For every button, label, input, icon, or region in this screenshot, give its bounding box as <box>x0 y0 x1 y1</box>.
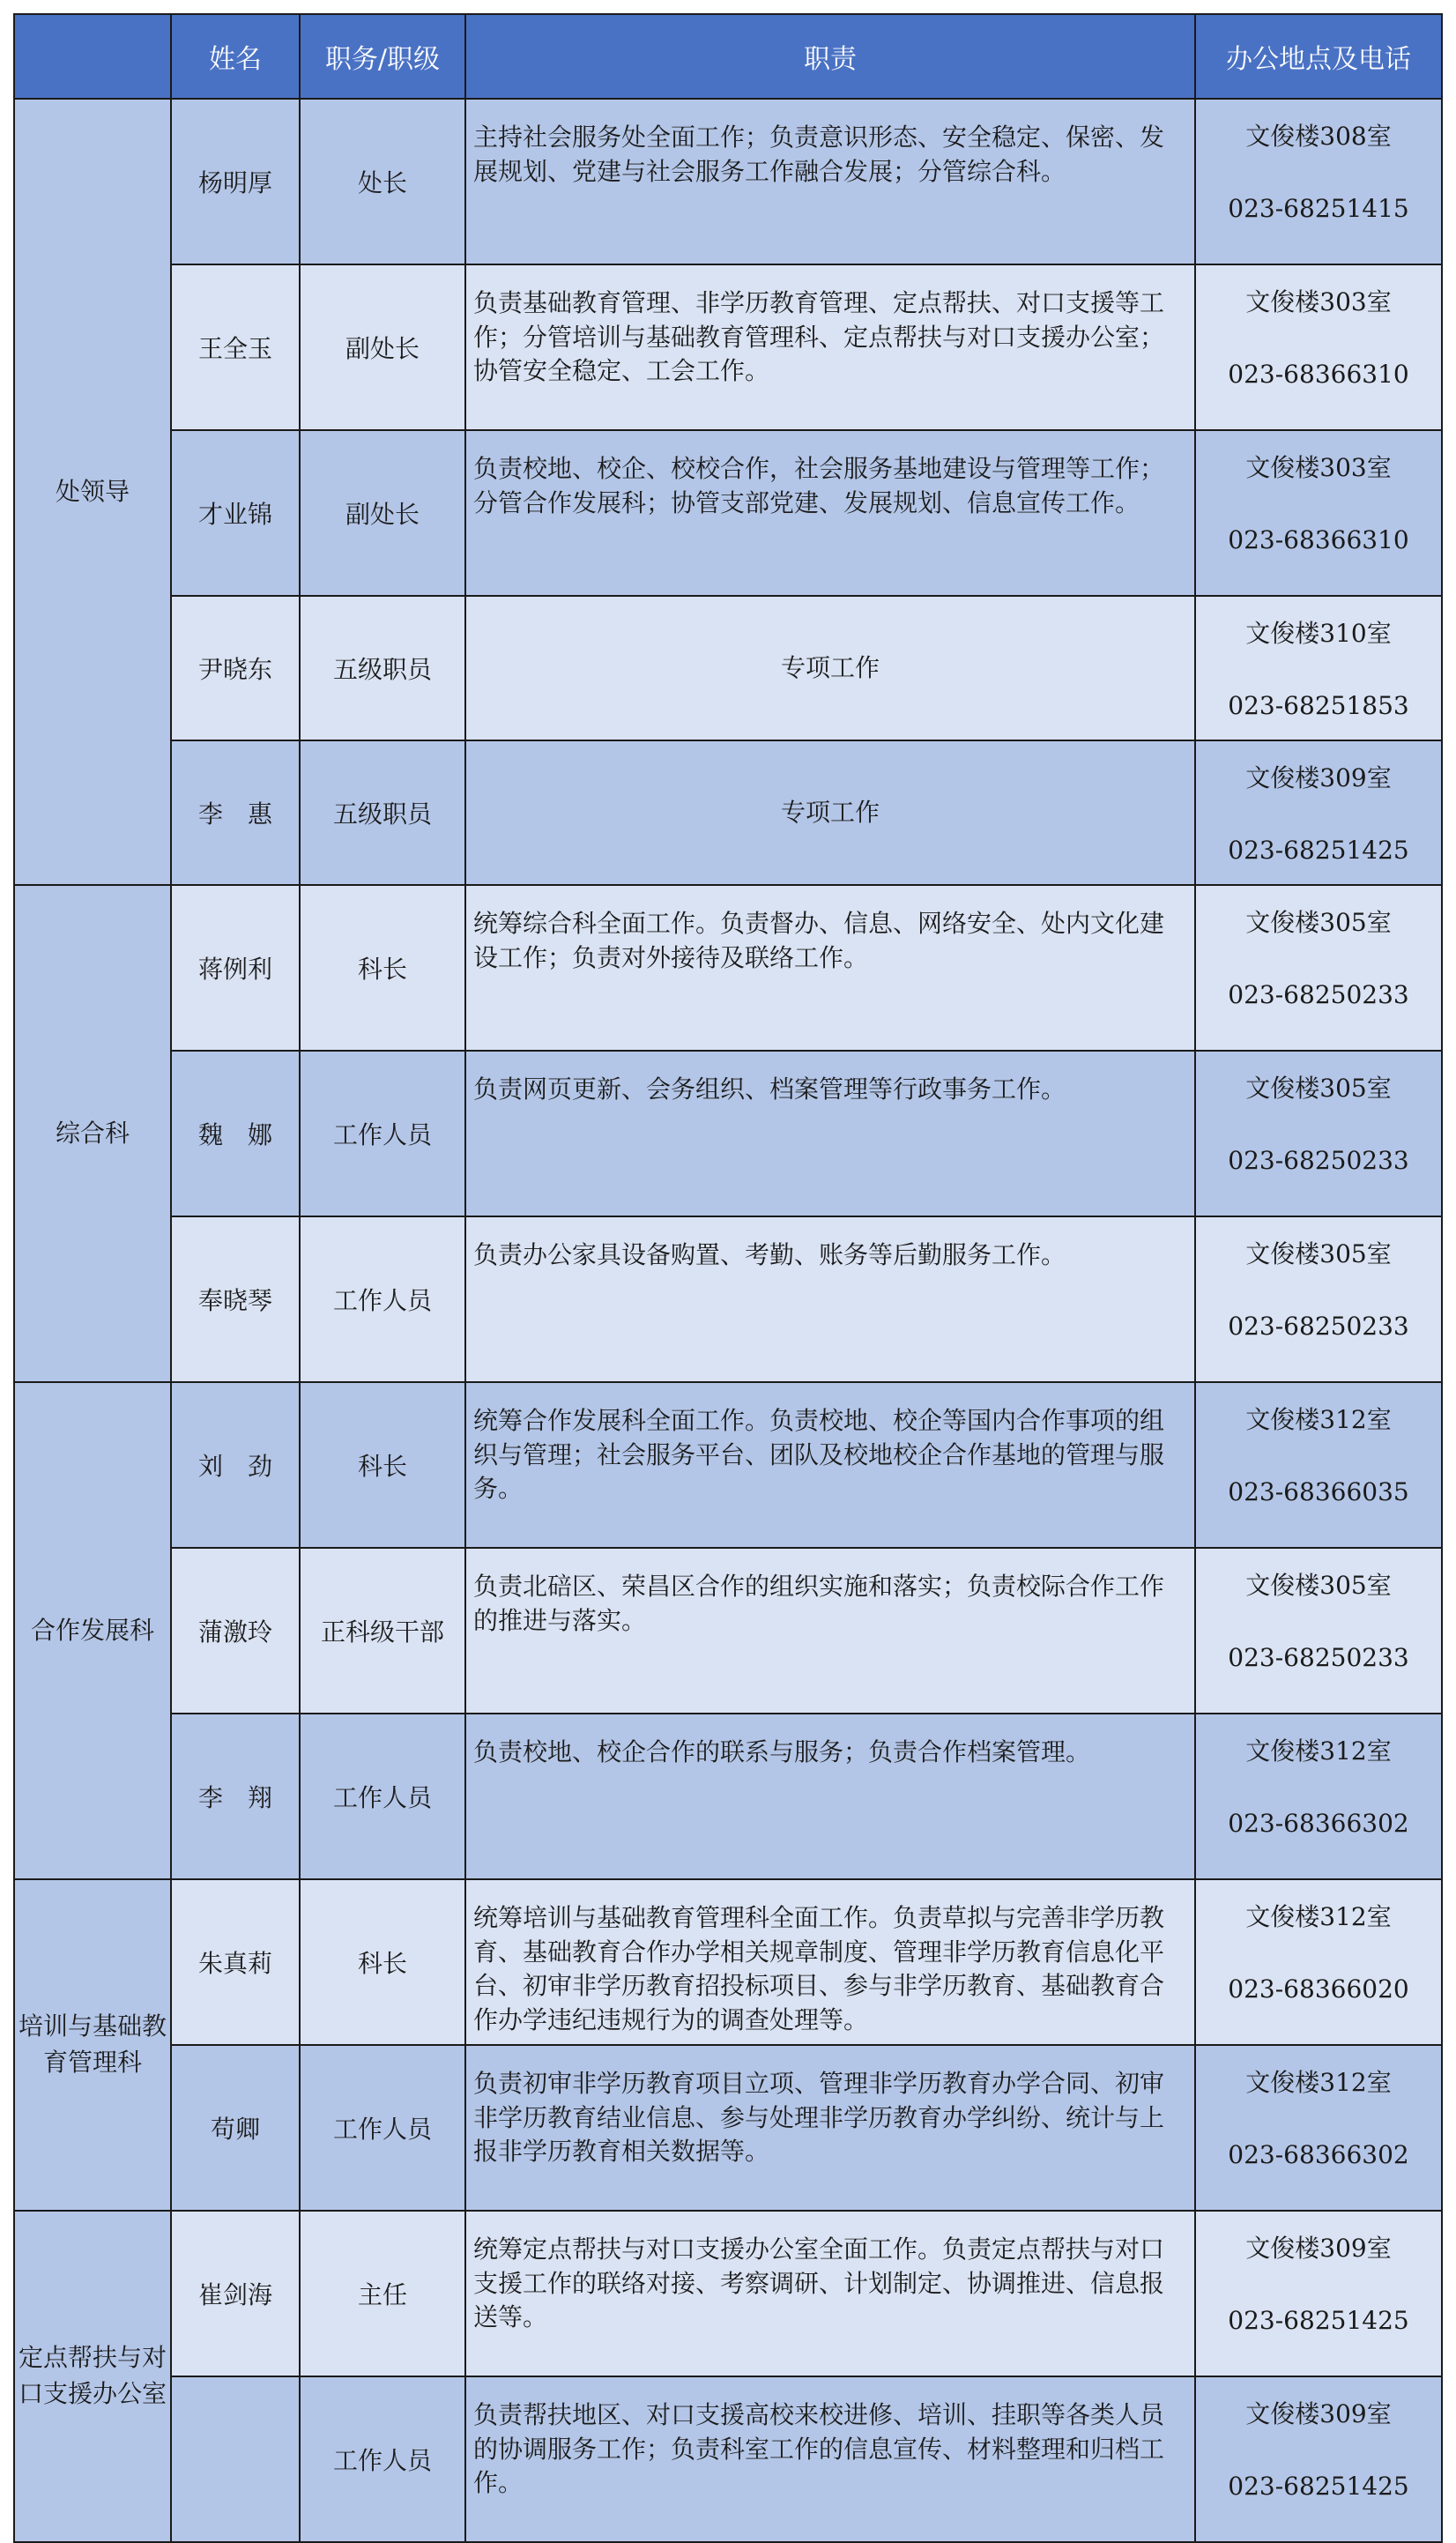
position-cell: 副处长 <box>300 430 465 596</box>
position-cell: 主任 <box>300 2211 465 2376</box>
office-phone: 023-68250233 <box>1228 1312 1409 1341</box>
office-cell <box>1195 1714 1442 1879</box>
table-row <box>14 885 1442 1051</box>
name-cell: 杨明厚 <box>171 99 300 264</box>
duties-cell: 统筹综合科全面工作。负责督办、信息、网络安全、处内文化建设工作；负责对外接待及联络工作。 <box>465 885 1195 1051</box>
table-row <box>14 1382 1442 1548</box>
office-room: 文俊楼305室 <box>1245 1239 1392 1268</box>
office-room: 文俊楼310室 <box>1245 619 1392 648</box>
position-cell: 五级职员 <box>300 740 465 885</box>
name-cell: 崔剑海 <box>171 2211 300 2376</box>
duties-cell: 负责校地、校企合作的联系与服务；负责合作档案管理。 <box>465 1714 1195 1879</box>
position-cell: 工作人员 <box>300 1216 465 1382</box>
office-phone: 023-68366020 <box>1228 1974 1409 2004</box>
duties-cell: 负责北碚区、荣昌区合作的组织实施和落实；负责校际合作工作的推进与落实。 <box>465 1548 1195 1714</box>
name-cell: 刘 劲 <box>171 1382 300 1548</box>
duties-cell: 负责校地、校企、校校合作，社会服务基地建设与管理等工作；分管合作发展科；协管支部党建、发展规划、信息宣传工作。 <box>465 430 1195 596</box>
position-cell: 工作人员 <box>300 2376 465 2542</box>
position-cell: 科长 <box>300 1879 465 2045</box>
position-cell: 科长 <box>300 885 465 1051</box>
office-phone: 023-68366310 <box>1228 525 1409 554</box>
name-cell: 尹晓东 <box>171 596 300 740</box>
table-row <box>14 2211 1442 2376</box>
office-cell <box>1195 99 1442 264</box>
office-cell <box>1195 1548 1442 1714</box>
position-cell: 工作人员 <box>300 1714 465 1879</box>
office-phone: 023-68366310 <box>1228 360 1409 389</box>
office-room: 文俊楼309室 <box>1245 763 1392 792</box>
office-room: 文俊楼312室 <box>1245 1902 1392 1931</box>
office-phone: 023-68251415 <box>1228 194 1409 223</box>
name-cell: 王全玉 <box>171 264 300 430</box>
name-cell <box>171 2376 300 2542</box>
name-cell: 朱真莉 <box>171 1879 300 2045</box>
office-room: 文俊楼305室 <box>1245 1571 1392 1600</box>
office-room: 文俊楼308室 <box>1245 122 1392 151</box>
office-cell <box>1195 596 1442 740</box>
office-phone: 023-68366302 <box>1228 1809 1409 1838</box>
department-cell: 综合科 <box>14 885 171 1382</box>
duties-cell: 专项工作 <box>465 596 1195 740</box>
duties-cell: 统筹培训与基础教育管理科全面工作。负责草拟与完善非学历教育、基础教育合作办学相关规章制度、管理非学历教育信息化平台、初审非学历教育招投标项目、参与非学历教育、基础教育合作办学违纪违规行为的调查处理等。 <box>465 1879 1195 2045</box>
office-phone: 023-68251425 <box>1228 836 1409 865</box>
table-row <box>14 2376 1442 2542</box>
table-row <box>14 596 1442 740</box>
position-cell: 工作人员 <box>300 1051 465 1216</box>
office-cell <box>1195 2211 1442 2376</box>
name-cell: 奉晓琴 <box>171 1216 300 1382</box>
header-office: 办公地点及电话 <box>1195 14 1442 99</box>
staff-directory-table <box>13 13 1443 2543</box>
office-phone: 023-68251853 <box>1228 691 1409 720</box>
position-cell: 正科级干部 <box>300 1548 465 1714</box>
office-room: 文俊楼305室 <box>1245 1074 1392 1103</box>
office-phone: 023-68251425 <box>1228 2306 1409 2335</box>
name-cell: 李 翔 <box>171 1714 300 1879</box>
header-duties: 职责 <box>465 14 1195 99</box>
duties-cell: 统筹定点帮扶与对口支援办公室全面工作。负责定点帮扶与对口支援工作的联络对接、考察调研、计划制定、协调推进、信息报送等。 <box>465 2211 1195 2376</box>
duties-cell: 负责初审非学历教育项目立项、管理非学历教育办学合同、初审非学历教育结业信息、参与处理非学历教育办学纠纷、统计与上报非学历教育相关数据等。 <box>465 2045 1195 2211</box>
table-body <box>14 99 1442 2542</box>
office-cell <box>1195 1051 1442 1216</box>
header-name: 姓名 <box>171 14 300 99</box>
table-row <box>14 430 1442 596</box>
office-phone: 023-68366302 <box>1228 2140 1409 2169</box>
office-cell <box>1195 2045 1442 2211</box>
office-room: 文俊楼312室 <box>1245 2068 1392 2097</box>
position-cell: 五级职员 <box>300 596 465 740</box>
office-phone: 023-68366035 <box>1228 1477 1409 1506</box>
name-cell: 魏 娜 <box>171 1051 300 1216</box>
duties-cell: 负责基础教育管理、非学历教育管理、定点帮扶、对口支援等工作；分管培训与基础教育管理科、定点帮扶与对口支援办公室；协管安全稳定、工会工作。 <box>465 264 1195 430</box>
office-room: 文俊楼305室 <box>1245 908 1392 937</box>
office-room: 文俊楼303室 <box>1245 287 1392 316</box>
table-row <box>14 1216 1442 1382</box>
duties-cell: 专项工作 <box>465 740 1195 885</box>
office-room: 文俊楼309室 <box>1245 2399 1392 2428</box>
position-cell: 科长 <box>300 1382 465 1548</box>
header-row <box>14 14 1442 99</box>
name-cell: 蒲激玲 <box>171 1548 300 1714</box>
office-phone: 023-68250233 <box>1228 980 1409 1009</box>
table-row <box>14 740 1442 885</box>
office-phone: 023-68251425 <box>1228 2472 1409 2501</box>
office-cell <box>1195 885 1442 1051</box>
department-cell: 处领导 <box>14 99 171 885</box>
office-cell <box>1195 1879 1442 2045</box>
name-cell: 李 惠 <box>171 740 300 885</box>
name-cell: 才业锦 <box>171 430 300 596</box>
office-cell <box>1195 430 1442 596</box>
office-cell <box>1195 740 1442 885</box>
position-cell: 处长 <box>300 99 465 264</box>
department-cell: 合作发展科 <box>14 1382 171 1879</box>
office-phone: 023-68250233 <box>1228 1146 1409 1175</box>
table-row <box>14 1714 1442 1879</box>
duties-cell: 主持社会服务处全面工作；负责意识形态、安全稳定、保密、发展规划、党建与社会服务工作融合发展；分管综合科。 <box>465 99 1195 264</box>
duties-cell: 负责网页更新、会务组织、档案管理等行政事务工作。 <box>465 1051 1195 1216</box>
position-cell: 副处长 <box>300 264 465 430</box>
table-row <box>14 1879 1442 2045</box>
header-position: 职务/职级 <box>300 14 465 99</box>
table-row <box>14 2045 1442 2211</box>
duties-cell: 负责办公家具设备购置、考勤、账务等后勤服务工作。 <box>465 1216 1195 1382</box>
office-phone: 023-68250233 <box>1228 1643 1409 1672</box>
office-room: 文俊楼312室 <box>1245 1736 1392 1766</box>
office-room: 文俊楼312室 <box>1245 1405 1392 1434</box>
table-row <box>14 1548 1442 1714</box>
office-cell <box>1195 1216 1442 1382</box>
office-cell <box>1195 264 1442 430</box>
header-department <box>14 14 171 99</box>
table-row <box>14 264 1442 430</box>
department-cell: 培训与基础教育管理科 <box>14 1879 171 2211</box>
office-cell <box>1195 2376 1442 2542</box>
office-room: 文俊楼309室 <box>1245 2234 1392 2263</box>
table-row <box>14 1051 1442 1216</box>
name-cell: 蒋例利 <box>171 885 300 1051</box>
duties-cell: 统筹合作发展科全面工作。负责校地、校企等国内合作事项的组织与管理；社会服务平台、团队及校地校企合作基地的管理与服务。 <box>465 1382 1195 1548</box>
office-room: 文俊楼303室 <box>1245 453 1392 482</box>
duties-cell: 负责帮扶地区、对口支援高校来校进修、培训、挂职等各类人员的协调服务工作；负责科室工作的信息宣传、材料整理和归档工作。 <box>465 2376 1195 2542</box>
department-cell: 定点帮扶与对口支援办公室 <box>14 2211 171 2542</box>
name-cell: 苟卿 <box>171 2045 300 2211</box>
position-cell: 工作人员 <box>300 2045 465 2211</box>
office-cell <box>1195 1382 1442 1548</box>
table-row <box>14 99 1442 264</box>
